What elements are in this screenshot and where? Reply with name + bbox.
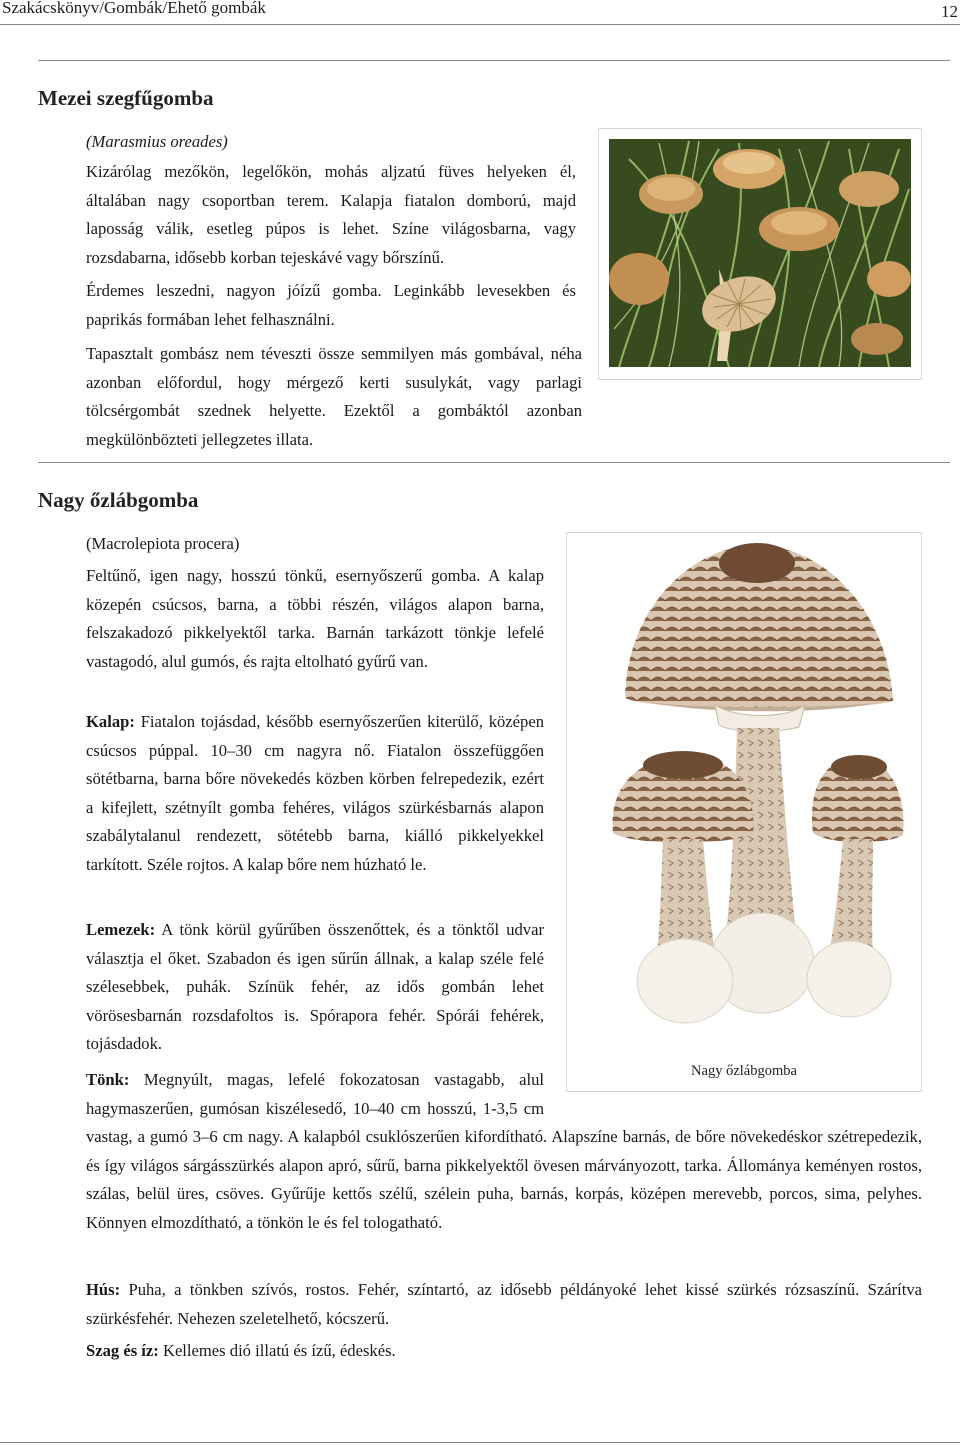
header-rule xyxy=(0,24,960,25)
gills-paragraph xyxy=(86,916,544,1059)
figure-caption: Nagy őzlábgomba xyxy=(691,1063,797,1079)
stem-paragraph xyxy=(86,1066,922,1237)
smell-taste-text: Kellemes dió illatú és ízű, édeskés. xyxy=(158,1341,396,1360)
flesh-label: Hús: xyxy=(86,1280,121,1299)
stem-label: Tönk: xyxy=(86,1070,130,1089)
flesh-text: Puha, a tönkben szívós, rostos. Fehér, színtartó, az idősebb példányoké lehet kissé szürkés rózsaszínű. Szárítva szürkésfehér. Nehezen szeletelhető, kócszerű. xyxy=(86,1280,922,1328)
scientific-name: (Marasmius oreades) xyxy=(86,132,228,151)
gills-text: A tönk körül gyűrűben összenőttek, és a tönktől udvar választja el őket. Szabadon és igen sűrűn állnak, a kalap széle felé szélesebbek, puhák. Színük fehér, az idős gombán lehet vörösesbarnán rozsdafoltos is. Spórapora fehér. Spórái fehérek, tojásdadok. xyxy=(86,920,544,1053)
usage-paragraph: Érdemes leszedni, nagyon jóízű gomba. Leginkább levesekben és paprikás formában lehet felhasználni. xyxy=(86,281,576,329)
smell-taste-paragraph xyxy=(86,1337,922,1366)
cap-label: Kalap: xyxy=(86,712,135,731)
flesh-paragraph xyxy=(86,1276,922,1333)
cap-text: Fiatalon tojásdad, később esernyőszerűen kiterülő, középen csúcsos púppal. 10–30 cm nagyra nő. Fiatalon összefüggően sötétbarna, barna bőre növekedés közben körben felrepedezik, ezért a kifejlett, szétnyílt gomba fehéres, világos szürkésbarnás alapon szabálytalanul rendezett, sötétebb barna, kiálló pikkelyekkel tarkított. Széle rojtos. A kalap bőre nem húzható le. xyxy=(86,712,544,874)
section-title: Nagy őzlábgomba xyxy=(38,488,199,512)
habitat-paragraph: Kizárólag mezőkön, legelőkön, mohás aljzatú füves helyeken él, általában nagy csoportban terem. Kalapja fiatalon domború, majd laposság válik, esetleg púpos is lehet. Színe világosbarna, vagy rozsdabarna, idősebb korban tejeskávé vagy bőrszínű. xyxy=(86,162,576,267)
cap-paragraph xyxy=(86,708,544,879)
image-wrap-spacer xyxy=(582,340,922,398)
page-number: 12 xyxy=(941,2,958,21)
stem-text: Megnyúlt, magas, lefelé fokozatosan vastagabb, alul hagymaszerűen, gumósan kiszélesedő, 10–40 cm hosszú, 1-3,5 cm vastag, a gumó 3–6 cm nagy. A kalapból csuklószerűen kifordítható. Alapszíne barnás, de bőre növekedéskor szétrepedezik, és így világos sárgásszürkés alapon apró, sűrű, barna pikkelyektől övesen márványozott, tarka. Állománya keményen rostos, szálas, belül üres, csöves. Gyűrűje kettős szélű, szélein puha, barnás, korpás, középen merevebb, porcos, sima, pelyhes. Könnyen elmozdítható, a tönkön le és fel tologatható. xyxy=(86,1070,922,1232)
parasol-mushroom-illustration xyxy=(567,533,921,1043)
lookalike-paragraph xyxy=(86,340,922,454)
scientific-name: (Macrolepiota procera) xyxy=(86,534,240,553)
section-rule xyxy=(38,60,950,61)
section-rule xyxy=(38,462,950,463)
section-title: Mezei szegfűgomba xyxy=(38,86,214,110)
image-wrap-spacer xyxy=(544,1066,922,1122)
lookalike-text: Tapasztalt gombász nem téveszti össze semmilyen más gombával, néha azonban előfordul, hogy mérgező kerti susulykát, vagy parlagi tölcsérgombát szednek helyette. Ezektől a gombáktól azonban megkülönbözteti jellegzetes illata. xyxy=(86,344,582,449)
intro-paragraph: Feltűnő, igen nagy, hosszú tönkű, esernyőszerű gomba. A kalap közepén csúcsos, barna, a többi részén, világos alapon barna, felszakadozó pikkelyektől tarka. Barnán tarkázott tönkje lefelé vastagodó, alul gumós, és rajta eltolható gyűrű van. xyxy=(86,566,544,671)
running-header: Szakácskönyv/Gombák/Ehető gombák xyxy=(2,0,266,17)
gills-label: Lemezek: xyxy=(86,920,156,939)
smell-taste-label: Szag és íz: xyxy=(86,1341,159,1360)
parasol-mushroom-figure xyxy=(566,532,922,1092)
footer-rule xyxy=(0,1442,960,1443)
